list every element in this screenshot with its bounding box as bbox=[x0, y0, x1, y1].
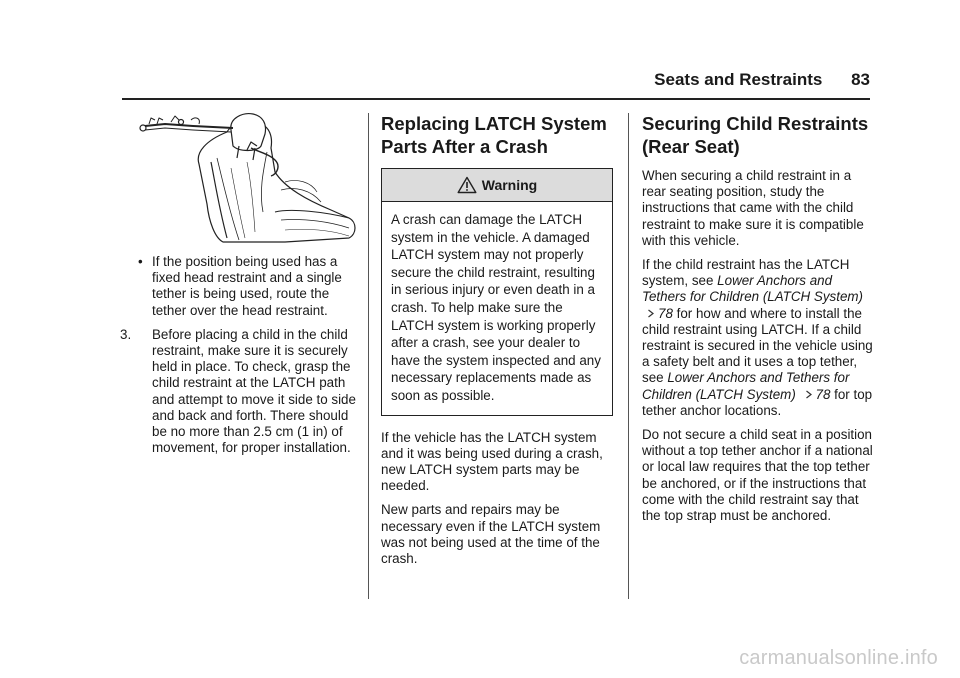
paragraph: When securing a child restraint in a rear seating position, study the instructions that came with the child restraint to make sure it is compatible with this vehicle. bbox=[642, 168, 864, 248]
page-number: 83 bbox=[851, 70, 870, 89]
paragraph: New parts and repairs may be necessary even if the LATCH system was not being used at the time of the crash. bbox=[381, 502, 601, 566]
bullet-text: If the position being used has a fixed head restraint and a single tether is being used, route the tether over the head restraint. bbox=[152, 254, 342, 318]
left-column bbox=[120, 112, 360, 456]
text-run: If the child restraint has the LATCH system, see bbox=[642, 257, 850, 289]
warning-box bbox=[381, 168, 613, 416]
reference-page-number[interactable]: 78 bbox=[658, 305, 673, 321]
text-run: for top tether anchor locations. bbox=[642, 386, 873, 418]
bullet-marker: • bbox=[138, 254, 143, 269]
column-divider-left bbox=[368, 113, 369, 599]
site-watermark: carmanualsonline.info bbox=[739, 647, 938, 669]
section-heading: Replacing LATCH System Parts After a Crash bbox=[381, 113, 607, 157]
numbered-step bbox=[120, 327, 360, 457]
cross-reference-link[interactable]: Lower Anchors and Tethers for Children (LATCH System) bbox=[642, 370, 850, 402]
warning-header bbox=[382, 169, 612, 202]
warning-title: Warning bbox=[481, 176, 538, 193]
middle-column bbox=[381, 112, 613, 575]
cross-reference-link[interactable]: Lower Anchors and Tethers for Children (LATCH System) bbox=[642, 273, 864, 305]
column-divider-right bbox=[628, 113, 629, 599]
warning-triangle-icon bbox=[457, 176, 477, 194]
seat-tether-illustration bbox=[135, 112, 363, 244]
page-reference-icon bbox=[646, 309, 655, 318]
warning-text: A crash can damage the LATCH system in the vehicle. A damaged LATCH system may not properly secure the child restraint, resulting in serious injury or even death in a crash. To help make sure the LATCH system is working properly after a crash, see your dealer to have the system inspected and any necessary replacements made as soon as possible. bbox=[391, 212, 601, 403]
section-title: Seats and Restraints bbox=[654, 70, 823, 89]
page-header bbox=[654, 70, 870, 90]
page-reference-icon bbox=[804, 390, 813, 399]
paragraph-with-references bbox=[642, 257, 878, 419]
text-run: for how and where to install the child restraint using LATCH. If a child restraint is secured in the vehicle using a safety belt and it uses a top tether, see bbox=[642, 305, 873, 386]
paragraph: Do not secure a child seat in a position without a top tether anchor if a national or local law requires that the top tether be anchored, or if the instructions that come with the child restraint say that the top strap must be anchored. bbox=[642, 427, 873, 524]
section-heading: Securing Child Restraints (Rear Seat) bbox=[642, 113, 869, 157]
right-column bbox=[642, 112, 878, 532]
step-text: Before placing a child in the child restraint, make sure it is securely held in place. To check, grasp the child restraint at the LATCH path and attempt to move it side to side and back and forth. There should be no more than 2.5 cm (1 in) of movement, for proper installation. bbox=[152, 326, 356, 456]
header-rule bbox=[122, 98, 870, 100]
bullet-item bbox=[120, 254, 360, 319]
paragraph: If the vehicle has the LATCH system and it was being used during a crash, new LATCH system parts may be needed. bbox=[381, 429, 603, 494]
step-number: 3. bbox=[120, 326, 132, 342]
reference-page-number[interactable]: 78 bbox=[815, 386, 831, 402]
